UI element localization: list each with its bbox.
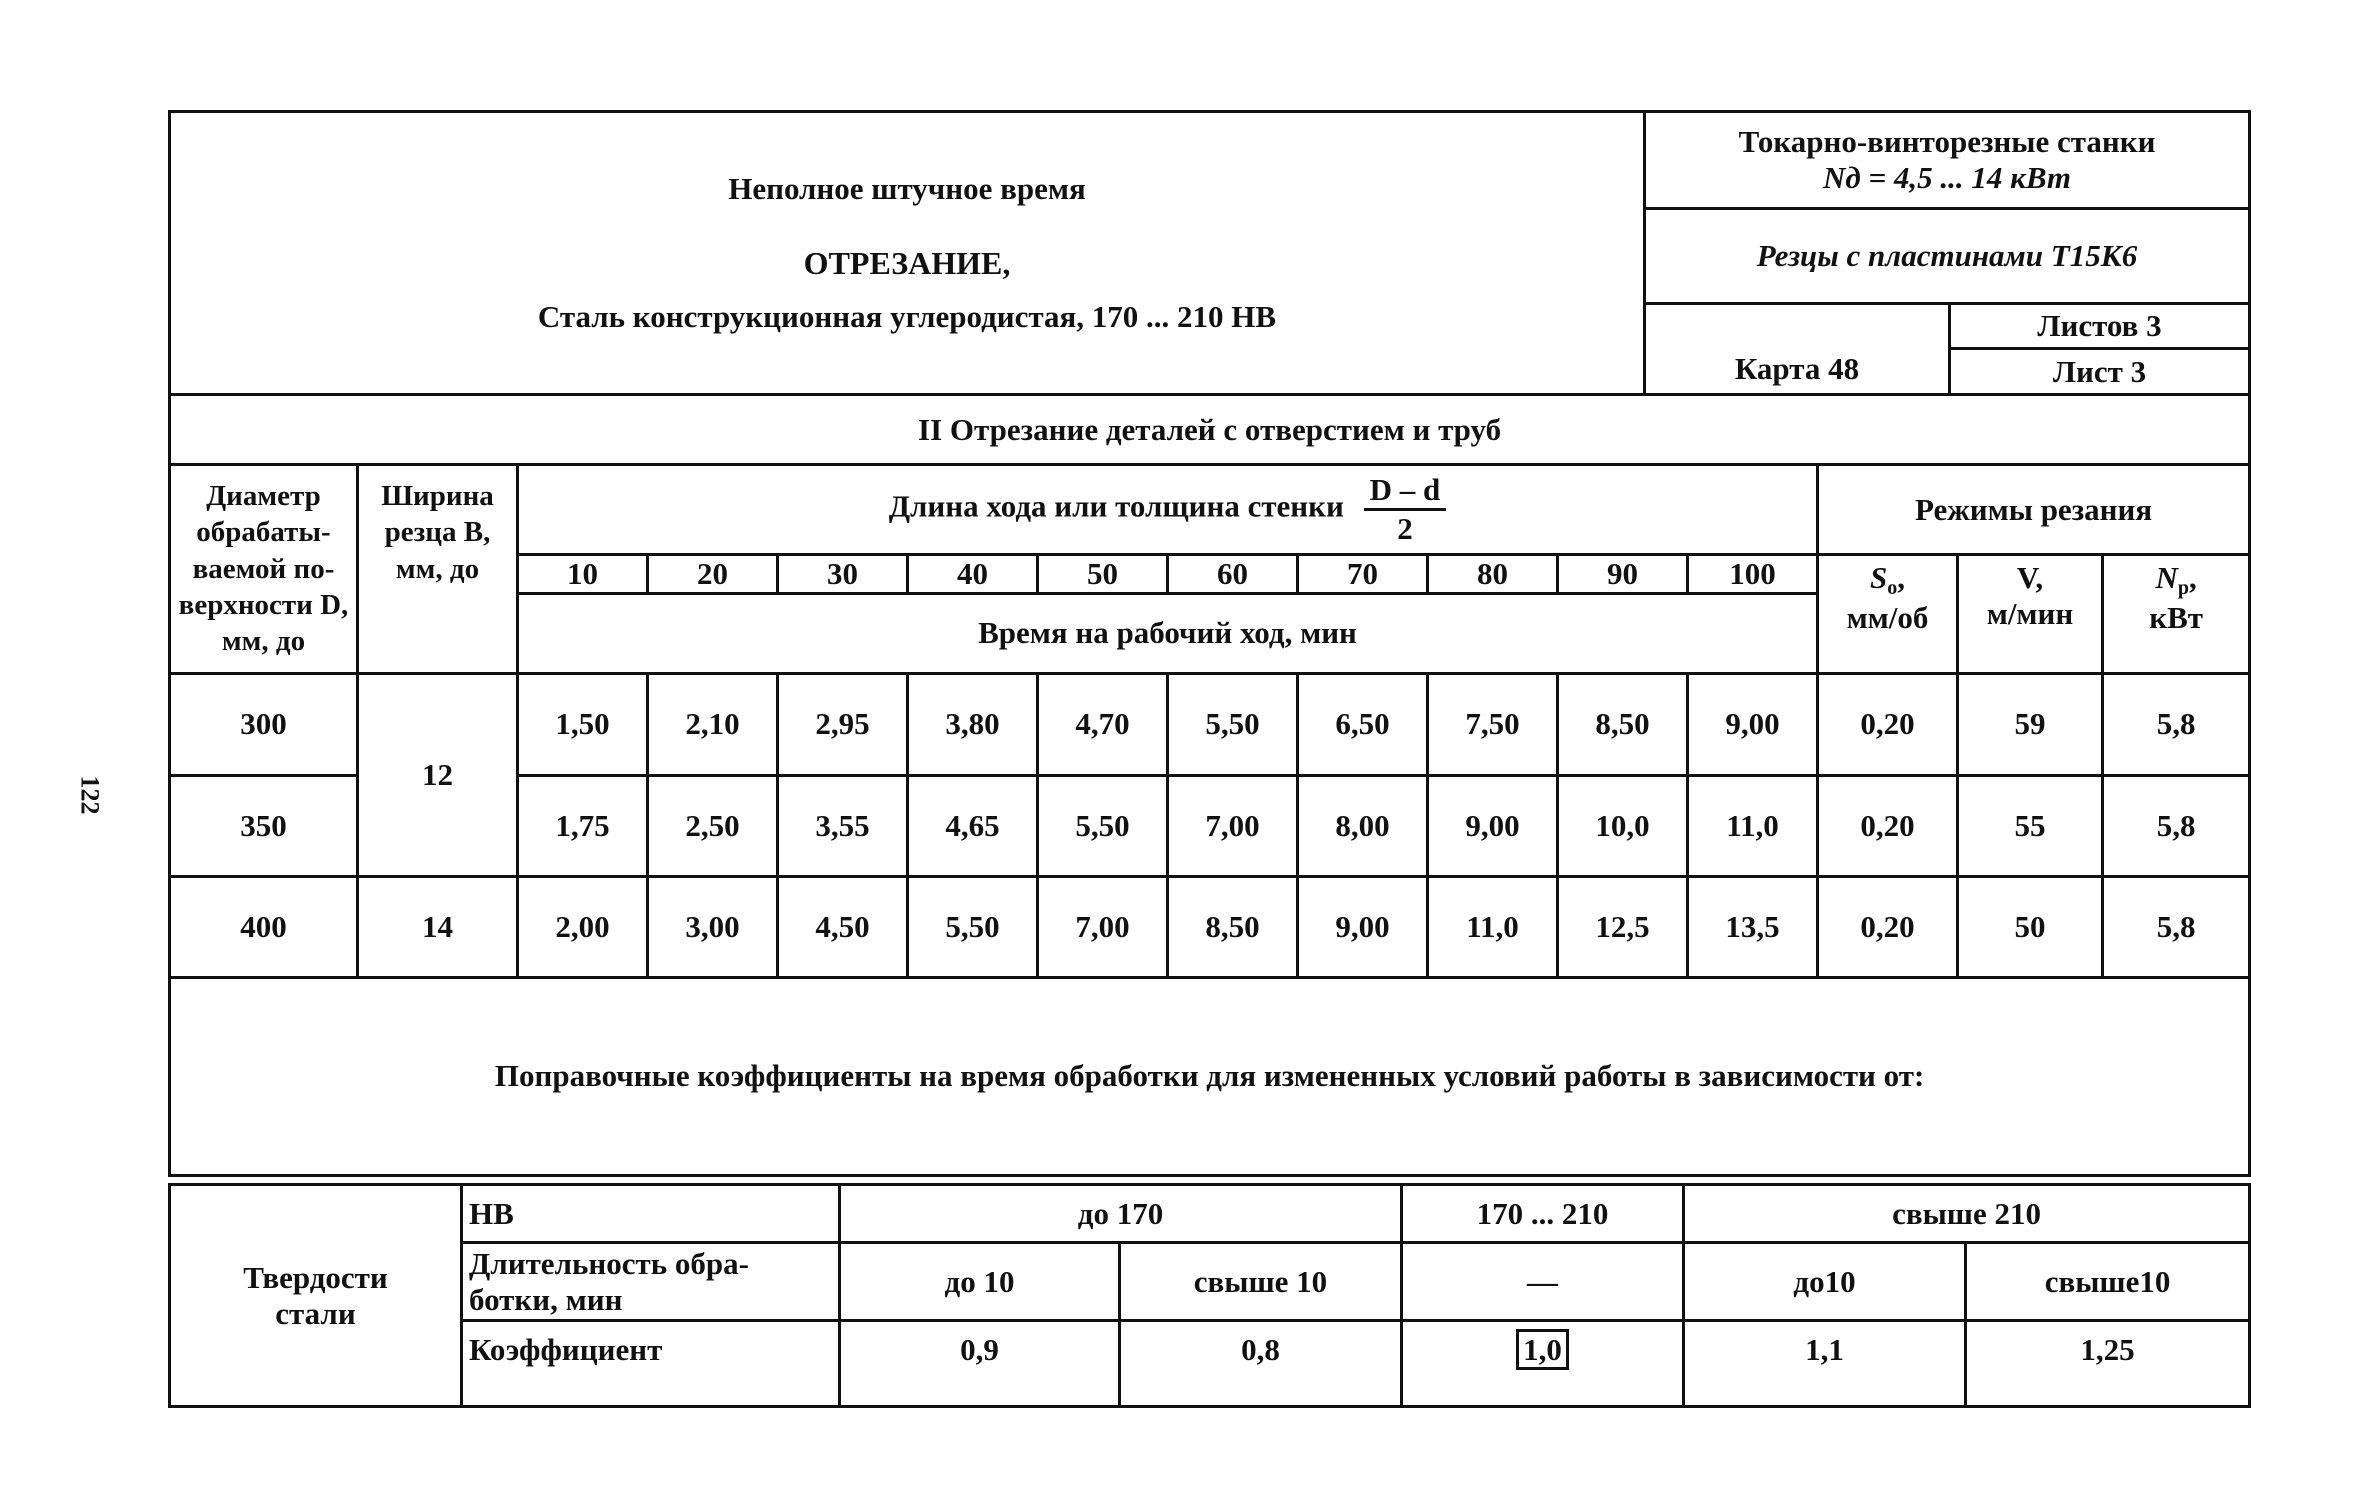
time-cell: 8,00 xyxy=(1298,775,1428,876)
card-cell xyxy=(1645,304,1950,395)
diameter-cell: 400 xyxy=(170,876,358,977)
length-value: 80 xyxy=(1428,555,1558,594)
duration-label: Длительность обра-ботки, мин xyxy=(462,1243,840,1321)
duration-cell: свыше 10 xyxy=(1120,1243,1402,1321)
machine-cell xyxy=(1645,112,2250,209)
time-cell: 10,0 xyxy=(1558,775,1688,876)
header-line3: Сталь конструкционная углеродистая, 170 ... 210 НВ xyxy=(537,299,1277,335)
time-cell: 13,5 xyxy=(1688,876,1818,977)
machine-line1: Токарно-винторезные станки xyxy=(1738,124,2156,160)
s-cell: 0,20 xyxy=(1818,673,1958,775)
n-cell: 5,8 xyxy=(2103,775,2250,876)
time-cell: 4,50 xyxy=(778,876,908,977)
header-line2: ОТРЕЗАНИЕ, xyxy=(803,244,1011,281)
coef-cell: 1,25 xyxy=(1966,1321,2250,1407)
fraction-numerator: D – d xyxy=(1364,472,1447,511)
coef-boxed-value: 1,0 xyxy=(1516,1329,1569,1370)
coef-cell: 1,1 xyxy=(1684,1321,1966,1407)
time-cell: 4,70 xyxy=(1038,673,1168,775)
time-header: Время на рабочий ход, мин xyxy=(518,593,1818,673)
v-header: V, м/мин xyxy=(1958,555,2103,674)
time-cell: 7,00 xyxy=(1038,876,1168,977)
time-cell: 7,50 xyxy=(1428,673,1558,775)
time-cell: 7,00 xyxy=(1168,775,1298,876)
duration-cell: — xyxy=(1402,1243,1684,1321)
length-header-label: Длина хода или толщина стенки xyxy=(888,488,1344,524)
length-fraction xyxy=(1364,472,1447,546)
diameter-cell: 350 xyxy=(170,775,358,876)
correction-title: Поправочные коэффициенты на время обработки для измененных условий работы в зависимости от: xyxy=(170,977,2250,1175)
header-table xyxy=(168,110,2251,396)
header-title-cell xyxy=(170,112,1645,395)
page-number: 122 xyxy=(75,775,105,815)
diameter-cell: 300 xyxy=(170,673,358,775)
width-cell: 14 xyxy=(358,876,518,977)
time-cell: 2,00 xyxy=(518,876,648,977)
time-cell: 11,0 xyxy=(1688,775,1818,876)
table-row xyxy=(170,673,2250,775)
time-cell: 3,80 xyxy=(908,673,1038,775)
fraction-denominator: 2 xyxy=(1397,511,1413,546)
time-cell: 3,00 xyxy=(648,876,778,977)
diameter-header: Диаметр обрабаты-ваемой по-верхности D, мм, до xyxy=(170,465,358,674)
tool-cell: Резцы с пластинами Т15К6 xyxy=(1645,209,2250,304)
s-unit: мм/об xyxy=(1846,600,1929,635)
time-cell: 9,00 xyxy=(1298,876,1428,977)
coef-label: Коэффициент xyxy=(462,1321,840,1407)
correction-table xyxy=(168,1183,2251,1408)
time-cell: 3,55 xyxy=(778,775,908,876)
s-cell: 0,20 xyxy=(1818,876,1958,977)
hardness-label: Твердости стали xyxy=(170,1185,462,1407)
coef-cell xyxy=(1402,1321,1684,1407)
time-cell: 5,50 xyxy=(908,876,1038,977)
coef-cell: 0,8 xyxy=(1120,1321,1402,1407)
header-line1: Неполное штучное время xyxy=(728,170,1086,206)
v-cell: 50 xyxy=(1958,876,2103,977)
coef-cell: 0,9 xyxy=(840,1321,1120,1407)
section-title: II Отрезание деталей с отверстием и труб xyxy=(170,395,2250,465)
hb-label: НВ xyxy=(462,1185,840,1243)
length-value: 100 xyxy=(1688,555,1818,594)
length-value: 50 xyxy=(1038,555,1168,594)
width-header: Ширина резца B, мм, до xyxy=(358,465,518,674)
duration-cell: до10 xyxy=(1684,1243,1966,1321)
n-cell: 5,8 xyxy=(2103,673,2250,775)
time-cell: 9,00 xyxy=(1428,775,1558,876)
time-cell: 6,50 xyxy=(1298,673,1428,775)
time-cell: 8,50 xyxy=(1558,673,1688,775)
sheets-total-cell: Листов 3 xyxy=(1950,304,2250,349)
time-cell: 4,65 xyxy=(908,775,1038,876)
v-cell: 55 xyxy=(1958,775,2103,876)
length-value: 30 xyxy=(778,555,908,594)
v-cell: 59 xyxy=(1958,673,2103,775)
n-unit: кВт xyxy=(2149,600,2203,635)
length-value: 70 xyxy=(1298,555,1428,594)
length-value: 40 xyxy=(908,555,1038,594)
duration-cell: до 10 xyxy=(840,1243,1120,1321)
s-header: $S_о$, мм/об xyxy=(1818,555,1958,674)
time-cell: 9,00 xyxy=(1688,673,1818,775)
length-header xyxy=(518,465,1818,555)
width-cell: 12 xyxy=(358,673,518,876)
time-cell: 5,50 xyxy=(1168,673,1298,775)
time-cell: 12,5 xyxy=(1558,876,1688,977)
n-cell: 5,8 xyxy=(2103,876,2250,977)
time-cell: 2,95 xyxy=(778,673,908,775)
length-value: 10 xyxy=(518,555,648,594)
length-value: 60 xyxy=(1168,555,1298,594)
hb-range: до 170 xyxy=(840,1185,1402,1243)
length-value: 20 xyxy=(648,555,778,594)
main-table xyxy=(168,393,2251,1177)
time-cell: 8,50 xyxy=(1168,876,1298,977)
time-cell: 2,10 xyxy=(648,673,778,775)
time-cell: 1,75 xyxy=(518,775,648,876)
time-cell: 11,0 xyxy=(1428,876,1558,977)
n-header: $N_р$, кВт xyxy=(2103,555,2250,674)
card-label: Карта 48 xyxy=(1734,351,1860,387)
duration-cell: свыше10 xyxy=(1966,1243,2250,1321)
machine-line2: Nд = 4,5 ... 14 кВт xyxy=(1822,160,2072,195)
time-cell: 5,50 xyxy=(1038,775,1168,876)
modes-header: Режимы резания xyxy=(1818,465,2250,555)
hb-range: 170 ... 210 xyxy=(1402,1185,1684,1243)
table-row xyxy=(170,876,2250,977)
v-unit: м/мин xyxy=(1986,595,2074,631)
time-cell: 1,50 xyxy=(518,673,648,775)
sheet-cell: Лист 3 xyxy=(1950,349,2250,395)
time-cell: 2,50 xyxy=(648,775,778,876)
hb-range: свыше 210 xyxy=(1684,1185,2250,1243)
length-value: 90 xyxy=(1558,555,1688,594)
s-cell: 0,20 xyxy=(1818,775,1958,876)
